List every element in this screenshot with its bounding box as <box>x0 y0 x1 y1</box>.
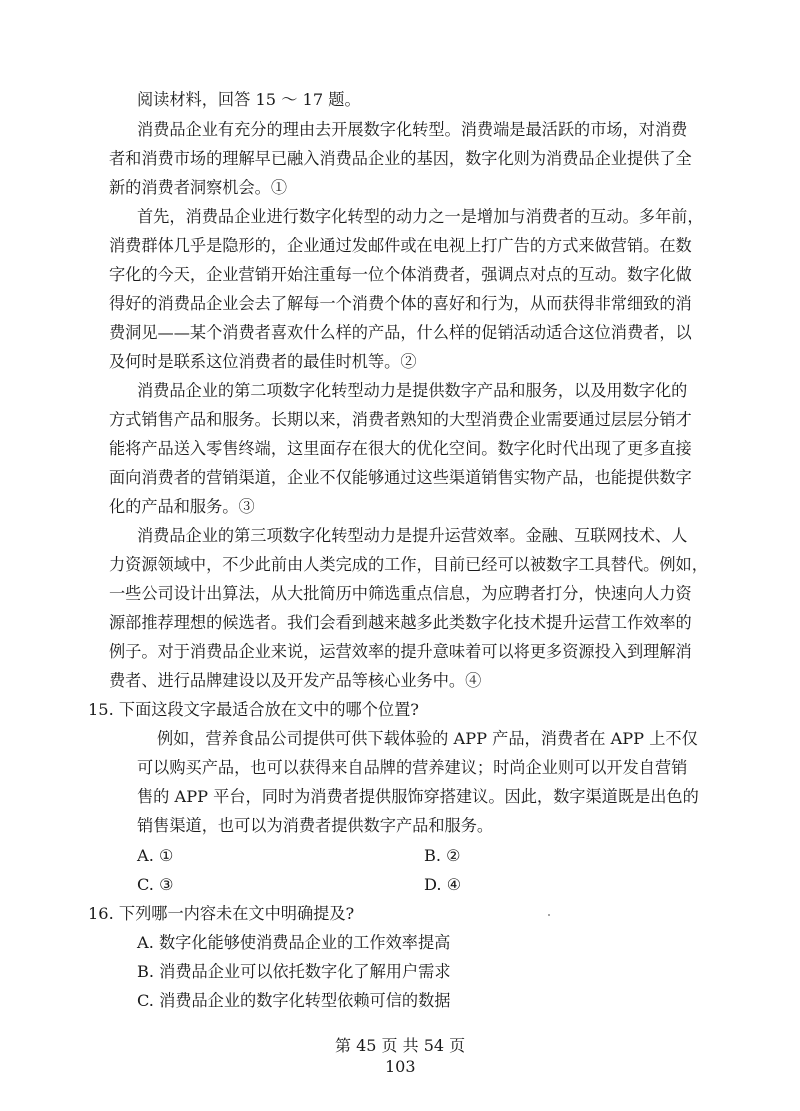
passage-p3-line-4: 面向消费者的营销渠道，企业不仅能够通过这些渠道销售实物产品，也能提供数字 <box>109 468 692 487</box>
question-15-option-d[interactable]: D. ④ <box>424 875 462 894</box>
passage-p4-line-4: 源部推荐理想的候选者。我们会看到越来越多此类数字化技术提升运营工作效率的 <box>109 613 692 632</box>
passage-p2-line-1: 首先，消费品企业进行数字化转型的动力之一是增加与消费者的互动。多年前， <box>137 207 704 226</box>
passage-p4-line-2: 力资源领域中，不少此前由人类完成的工作，目前已经可以被数字工具替代。例如， <box>109 555 708 574</box>
passage-p3-line-5: 化的产品和服务。③ <box>109 497 255 516</box>
passage-p4-line-3: 一些公司设计出算法，从大批简历中筛选重点信息，为应聘者打分，快速向人力资 <box>109 584 692 603</box>
passage-p2-line-6: 及何时是联系这位消费者的最佳时机等。② <box>109 352 417 371</box>
question-16-option-a[interactable]: A. 数字化能够使消费品企业的工作效率提高 <box>137 933 451 952</box>
passage-p2-line-5: 费洞见——某个消费者喜欢什么样的产品，什么样的促销活动适合这位消费者，以 <box>109 323 692 342</box>
passage-p2-line-3: 字化的今天，企业营销开始注重每一位个体消费者，强调点对点的互动。数字化做 <box>109 265 692 284</box>
question-15-option-b[interactable]: B. ② <box>424 846 461 865</box>
question-15-insert-line-1: 例如，营养食品公司提供可供下载体验的 APP 产品，消费者在 APP 上不仅 <box>157 729 698 748</box>
passage-p3-line-1: 消费品企业的第二项数字化转型动力是提供数字产品和服务，以及用数字化的 <box>137 381 688 400</box>
question-15-insert-line-3: 售的 APP 平台，同时为消费者提供服饰穿搭建议。因此，数字渠道既是出色的 <box>137 787 699 806</box>
question-16-stem: 16. 下列哪一内容未在文中明确提及? <box>88 904 355 923</box>
passage-p1-line-2: 者和消费市场的理解早已融入消费品企业的基因，数字化则为消费品企业提供了全 <box>109 149 692 168</box>
question-15-insert-line-2: 可以购买产品，也可以获得来自品牌的营养建议；时尚企业则可以开发自营销 <box>137 758 688 777</box>
question-16-option-c[interactable]: C. 消费品企业的数字化转型依赖可信的数据 <box>137 991 451 1010</box>
question-15-insert-line-4: 销售渠道，也可以为消费者提供数字产品和服务。 <box>137 816 494 835</box>
question-15-stem: 15. 下面这段文字最适合放在文中的哪个位置? <box>88 700 419 719</box>
passage-p3-line-2: 方式销售产品和服务。长期以来，消费者熟知的大型消费企业需要通过层层分销才 <box>109 410 692 429</box>
passage-p4-line-6: 费者、进行品牌建设以及开发产品等核心业务中。④ <box>109 671 482 690</box>
question-15-option-a[interactable]: A. ① <box>137 846 174 865</box>
scan-speck <box>548 914 550 916</box>
passage-p2-line-2: 消费群体几乎是隐形的，企业通过发邮件或在电视上打广告的方式来做营销。在数 <box>109 236 692 255</box>
page-number: 103 <box>385 1057 416 1076</box>
question-15-option-c[interactable]: C. ③ <box>137 875 174 894</box>
passage-p1-line-1: 消费品企业有充分的理由去开展数字化转型。消费端是最活跃的市场，对消费 <box>137 120 688 139</box>
reading-instruction: 阅读材料，回答 15 ～ 17 题。 <box>137 90 361 109</box>
passage-p3-line-3: 能将产品送入零售终端，这里面存在很大的优化空间。数字化时代出现了更多直接 <box>109 439 692 458</box>
passage-p4-line-5: 例子。对于消费品企业来说，运营效率的提升意味着可以将更多资源投入到理解消 <box>109 642 692 661</box>
page-counter: 第 45 页 共 54 页 <box>335 1036 466 1055</box>
question-16-option-b[interactable]: B. 消费品企业可以依托数字化了解用户需求 <box>137 962 451 981</box>
passage-p1-line-3: 新的消费者洞察机会。① <box>109 178 288 197</box>
passage-p2-line-4: 得好的消费品企业会去了解每一个消费个体的喜好和行为，从而获得非常细致的消 <box>109 294 692 313</box>
passage-p4-line-1: 消费品企业的第三项数字化转型动力是提升运营效率。金融、互联网技术、人 <box>137 526 688 545</box>
